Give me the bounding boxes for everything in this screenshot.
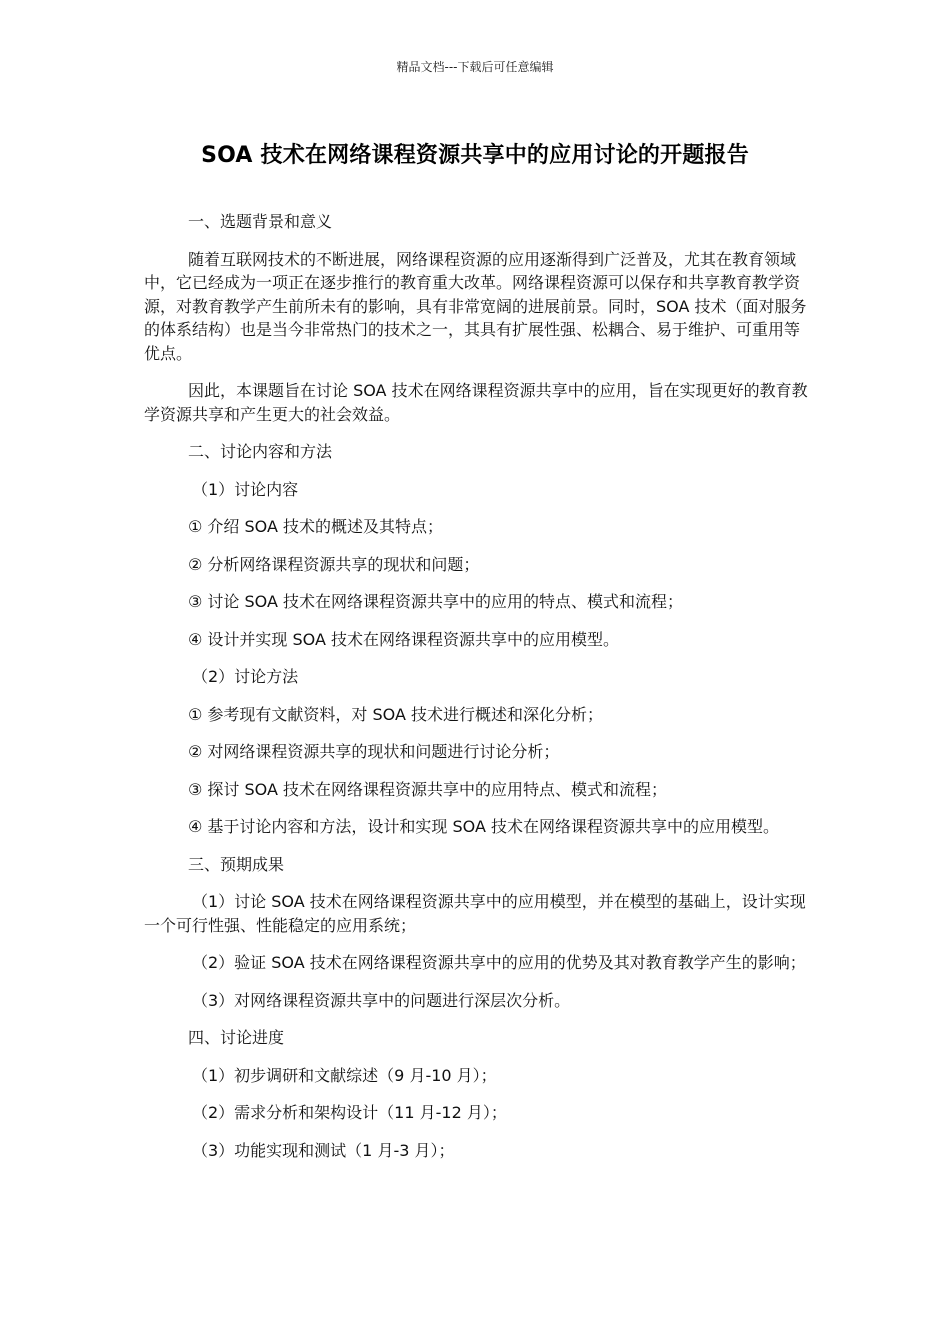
list-item: （1）初步调研和文献综述（9 月-10 月）；	[192, 1065, 497, 1085]
list-item: ② 分析网络课程资源共享的现状和问题；	[188, 554, 480, 574]
section-heading-expected-results: 三、预期成果	[188, 854, 285, 874]
document-title: SOA 技术在网络课程资源共享中的应用讨论的开题报告	[201, 143, 749, 168]
list-item: （2）需求分析和架构设计（11 月-12 月）；	[192, 1103, 507, 1122]
document-body	[144, 210, 808, 1176]
list-item: ③ 讨论 SOA 技术在网络课程资源共享中的应用的特点、模式和流程；	[188, 592, 684, 611]
list-item: ④ 设计并实现 SOA 技术在网络课程资源共享中的应用模型。	[188, 629, 620, 649]
section-heading-content-methods: 二、讨论内容和方法	[188, 442, 333, 461]
list-item: （3）功能实现和测试（1 月-3 月）；	[192, 1140, 455, 1160]
paragraph-background: 随着互联网技术的不断进展，网络课程资源的应用逐渐得到广泛普及，尤其在教育领域中，它已经成为一项正在逐步推行的教育重大改革。网络课程资源可以保存和共享教育教学资源，对教育教学产生前所未有的影响，具有非常宽阔的进展前景。同时，SOA 技术（面对服务的体系结构）也是当今非常热门的技术之一，其具有扩展性强、松耦合、易于维护、可重用等优点。	[144, 249, 807, 363]
section-heading-schedule: 四、讨论进度	[188, 1028, 285, 1047]
subheading-content: （1）讨论内容	[192, 479, 299, 499]
paragraph-purpose: 因此，本课题旨在讨论 SOA 技术在网络课程资源共享中的应用，旨在实现更好的教育教学资源共享和产生更大的社会效益。	[144, 381, 808, 424]
list-item: ② 对网络课程资源共享的现状和问题进行讨论分析；	[188, 742, 560, 761]
list-item: （1）讨论 SOA 技术在网络课程资源共享中的应用模型，并在模型的基础上，设计实现一个可行性强、性能稳定的应用系统；	[144, 892, 806, 935]
list-item: ① 介绍 SOA 技术的概述及其特点；	[188, 517, 444, 536]
list-item: ③ 探讨 SOA 技术在网络课程资源共享中的应用特点、模式和流程；	[188, 779, 668, 799]
list-item: （3）对网络课程资源共享中的问题进行深层次分析。	[192, 990, 571, 1010]
section-heading-background: 一、选题背景和意义	[188, 212, 333, 231]
list-item: ④ 基于讨论内容和方法，设计和实现 SOA 技术在网络课程资源共享中的应用模型。	[188, 817, 780, 836]
list-item: （2）验证 SOA 技术在网络课程资源共享中的应用的优势及其对教育教学产生的影响；	[192, 953, 806, 972]
subheading-methods: （2）讨论方法	[192, 667, 299, 686]
list-item: ① 参考现有文献资料，对 SOA 技术进行概述和深化分析；	[188, 704, 604, 724]
header-note: 精品文档---下载后可任意编辑	[396, 60, 554, 74]
